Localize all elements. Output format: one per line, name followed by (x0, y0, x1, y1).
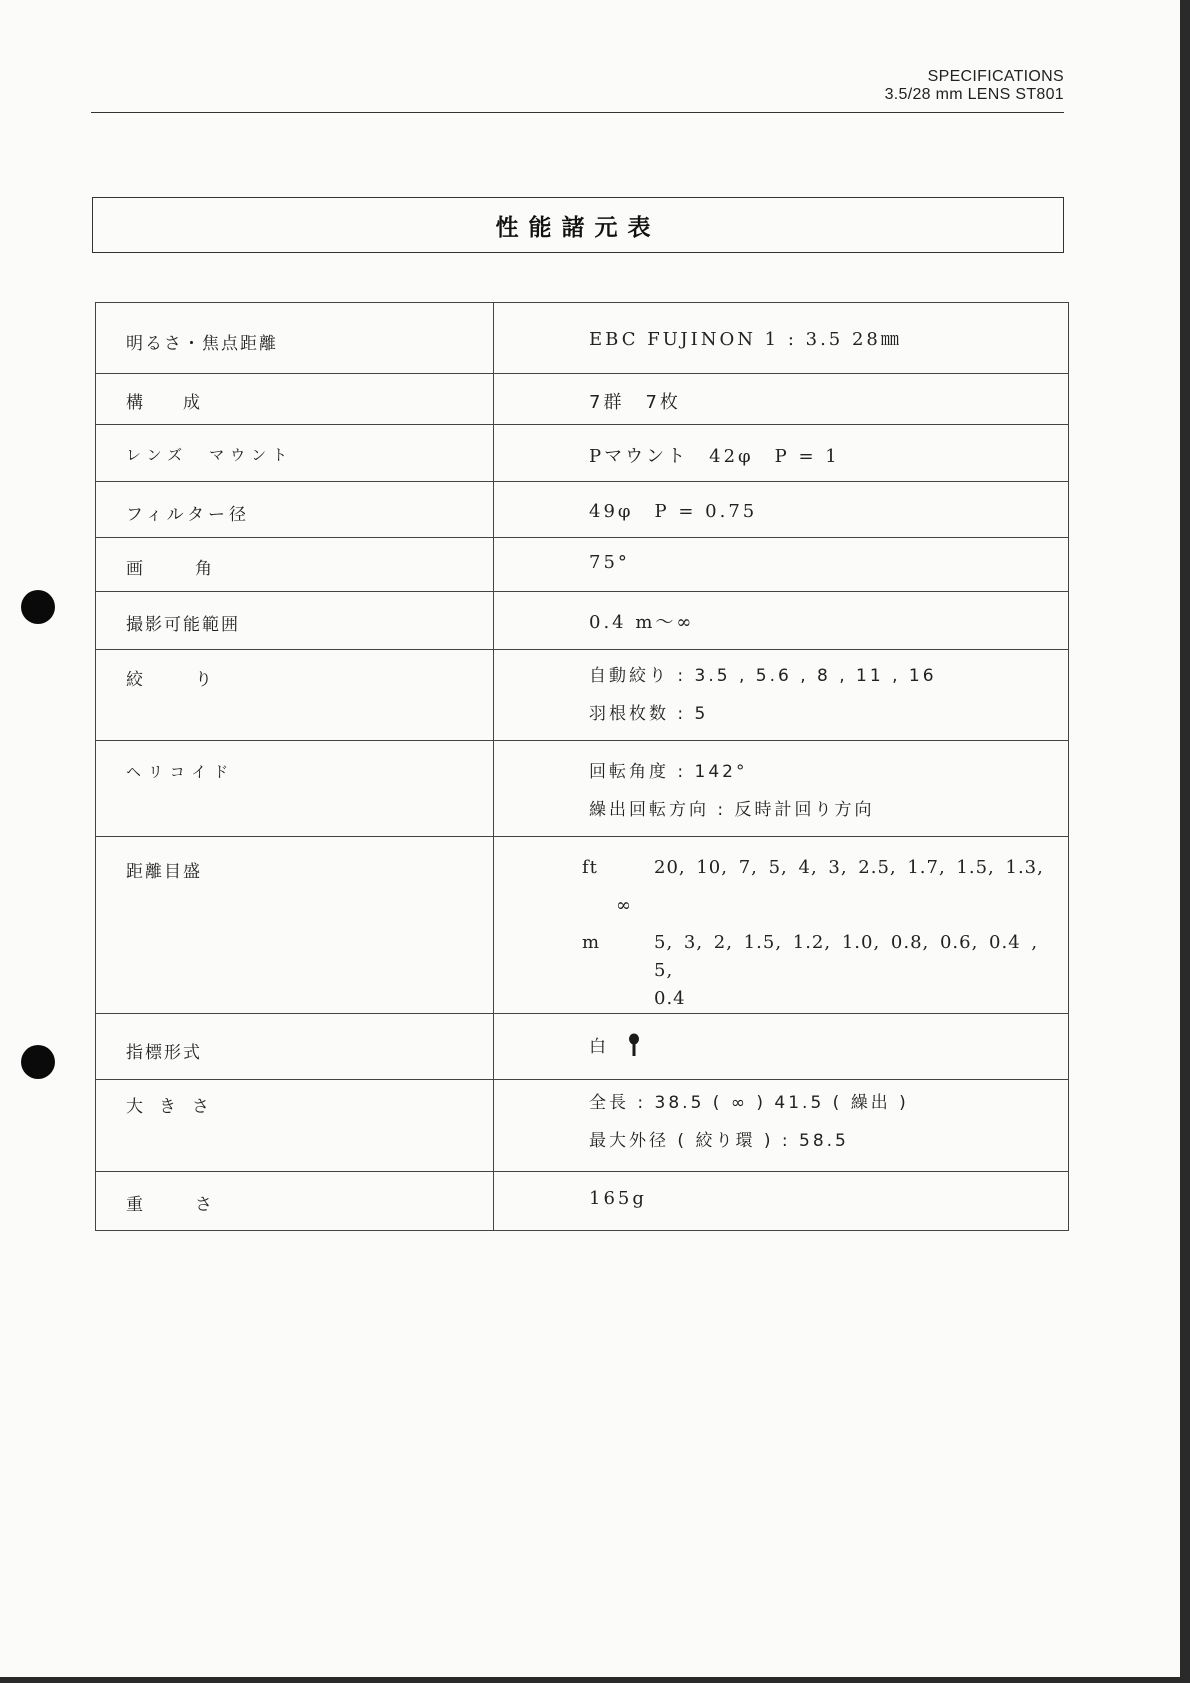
row-label (96, 650, 494, 741)
table-row (96, 650, 1069, 741)
row-value (494, 374, 1069, 425)
row-value (494, 1172, 1069, 1231)
row-value (494, 741, 1069, 837)
m-unit: m (582, 932, 601, 953)
label-text: 撮影可能範囲 (126, 615, 240, 635)
row-label (96, 303, 494, 374)
table-row (96, 837, 1069, 1014)
value-text: 7群 7枚 (589, 392, 681, 413)
label-text: 絞 り (126, 670, 218, 690)
value-line: 回転角度 : 142° (589, 762, 748, 782)
label-text: ヘリコイド (126, 763, 236, 781)
value-text: Pマウント 42φ P = 1 (589, 446, 840, 467)
header-specifications: SPECIFICATIONS (927, 68, 1064, 85)
value-text: 0.4 m～∞ (589, 612, 695, 633)
value-line: 最大外径 ( 絞り環 ) : 58.5 (589, 1131, 849, 1151)
value-line: 羽根枚数 : 5 (589, 704, 709, 724)
table-row (96, 592, 1069, 650)
value-line: 自動絞り : 3.5 , 5.6 , 8 , 11 , 16 (589, 666, 937, 686)
value-text: 49φ P = 0.75 (589, 501, 758, 522)
value-text: 165g (589, 1188, 647, 1209)
row-label (96, 374, 494, 425)
spec-table (95, 302, 1069, 1231)
value-line: 繰出回転方向 : 反時計回り方向 (589, 800, 875, 820)
row-label (96, 482, 494, 538)
header-rule (91, 112, 1064, 113)
value-text: 白 (589, 1037, 609, 1057)
label-text: レンズ マウント (126, 446, 294, 464)
ft-scale (582, 849, 1060, 887)
table-row (96, 374, 1069, 425)
row-value (494, 538, 1069, 592)
document-header (885, 68, 1064, 104)
m-values-cont: 0.4 (654, 988, 686, 1009)
binder-hole-lower (21, 1045, 55, 1079)
page-edge (1180, 0, 1190, 1683)
header-lens-model: 3.5/28 mm LENS ST801 (884, 86, 1064, 103)
row-value (494, 837, 1069, 1014)
row-label (96, 1080, 494, 1172)
table-row (96, 303, 1069, 374)
pin-marker-icon (628, 1033, 640, 1062)
m-scale (582, 929, 1060, 1013)
value-text: EBC FUJINON 1 : 3.5 28㎜ (589, 329, 902, 350)
row-label (96, 538, 494, 592)
m-values-block (654, 929, 1060, 1013)
row-value (494, 482, 1069, 538)
title-box (92, 197, 1064, 253)
label-text: フィルター径 (126, 505, 250, 525)
row-value (494, 1014, 1069, 1080)
ft-infinity: ∞ (616, 895, 632, 916)
page-title: 性能諸元表 (495, 214, 661, 241)
page-bottom-edge (0, 1677, 1190, 1683)
value-text: 75° (589, 552, 630, 573)
label-text: 距離目盛 (126, 862, 202, 882)
row-label (96, 1014, 494, 1080)
row-value (494, 650, 1069, 741)
row-label (96, 592, 494, 650)
label-text: 構 成 (126, 393, 202, 413)
table-row (96, 425, 1069, 482)
ft-values: 20, 10, 7, 5, 4, 3, 2.5, 1.7, 1.5, 1.3, (654, 857, 1044, 878)
label-text: 重 さ (126, 1195, 218, 1215)
ft-unit: ft (582, 857, 598, 878)
row-value (494, 425, 1069, 482)
row-label (96, 1172, 494, 1231)
row-label (96, 741, 494, 837)
row-value (494, 303, 1069, 374)
row-value (494, 592, 1069, 650)
row-label (96, 425, 494, 482)
value-line: 全長 : 38.5 ( ∞ ) 41.5 ( 繰出 ) (589, 1093, 909, 1113)
label-text: 明るさ・焦点距離 (126, 334, 278, 354)
table-row (96, 1080, 1069, 1172)
row-value (494, 1080, 1069, 1172)
table-row (96, 482, 1069, 538)
table-row (96, 1014, 1069, 1080)
label-text: 指標形式 (126, 1043, 202, 1063)
label-text: 画 角 (126, 559, 218, 579)
m-values: 5, 3, 2, 1.5, 1.2, 1.0, 0.8, 0.6, 0.4 , 5, (654, 932, 1039, 981)
table-row (96, 741, 1069, 837)
binder-hole-upper (21, 590, 55, 624)
table-row (96, 1172, 1069, 1231)
table-row (96, 538, 1069, 592)
row-label (96, 837, 494, 1014)
label-text: 大きさ (126, 1097, 225, 1117)
